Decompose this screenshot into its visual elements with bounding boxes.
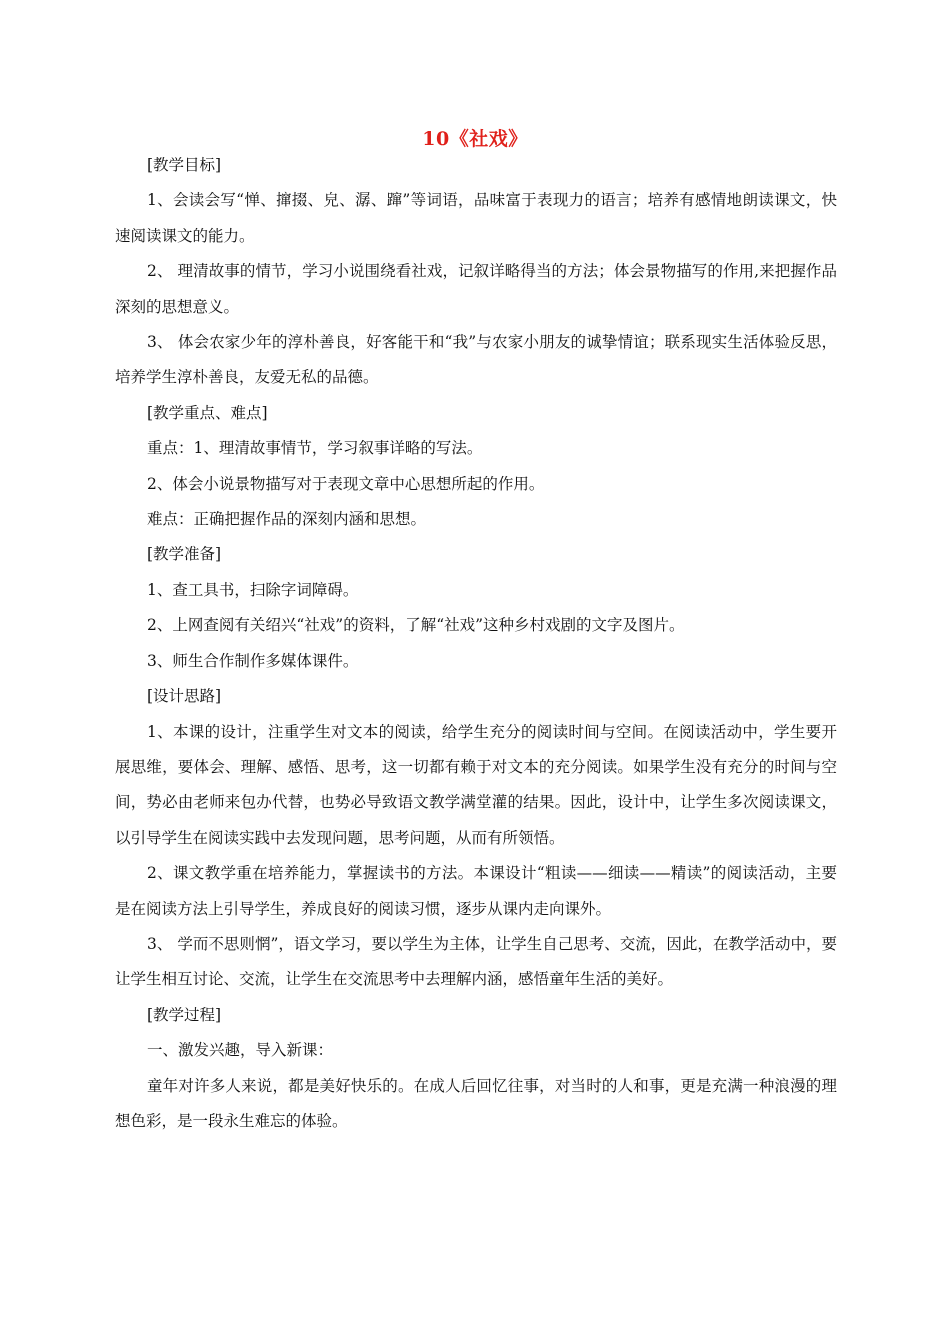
document-title: 10《社戏》 <box>422 128 528 150</box>
objective-2: 2、 理清故事的情节，学习小说围绕看社戏，记叙详略得当的方法；体会景物描写的作用,来把握作品深刻的思想意义。 <box>115 262 837 316</box>
preparation-2: 2、上网查阅有关绍兴“社戏”的资料，了解“社戏”这种乡村戏剧的文字及图片。 <box>147 616 685 635</box>
difficult-point: 难点：正确把握作品的深刻内涵和思想。 <box>147 510 427 529</box>
preparation-1: 1、查工具书，扫除字词障碍。 <box>147 580 359 599</box>
key-point-2: 2、体会小说景物描写对于表现文章中心思想所起的作用。 <box>147 474 545 493</box>
section-heading-objectives: [教学目标] <box>147 156 222 174</box>
key-point-1: 重点：1、理清故事情节，学习叙事详略的写法。 <box>147 439 483 458</box>
process-step-1-heading: 一、激发兴趣，导入新课： <box>147 1041 334 1060</box>
objective-3: 3、 体会农家少年的淳朴善良，好客能干和“我”与农家小朋友的诚挚情谊；联系现实生活体验反思，培养学生淳朴善良，友爱无私的品德。 <box>115 333 837 387</box>
design-2: 2、课文教学重在培养能力，掌握读书的方法。本课设计“粗读——细读——精读”的阅读活动，主要是在阅读方法上引导学生，养成良好的阅读习惯，逐步从课内走向课外。 <box>115 864 837 918</box>
process-step-1-text: 童年对许多人来说，都是美好快乐的。在成人后回忆往事，对当时的人和事，更是充满一种浪漫的理想色彩，是一段永生难忘的体验。 <box>115 1076 837 1130</box>
design-1: 1、本课的设计，注重学生对文本的阅读，给学生充分的阅读时间与空间。在阅读活动中，学生要开展思维，要体会、理解、感悟、思考，这一切都有赖于对文本的充分阅读。如果学生没有充分的时间与空间，势必由老师来包办代替，也势必导致语文教学满堂灌的结果。因此，设计中，让学生多次阅读课文，以引导学生在阅读实践中去发现问题，思考问题，从而有所领悟。 <box>115 722 837 847</box>
document-body <box>115 148 837 1139</box>
objective-1: 1、会读会写“惮、撺掇、皃、潺、蹿”等词语，品味富于表现力的语言；培养有感情地朗读课文，快速阅读课文的能力。 <box>115 191 837 245</box>
section-heading-design: [设计思路] <box>147 687 222 706</box>
section-heading-process: [教学过程] <box>147 1005 222 1024</box>
section-heading-preparation: [教学准备] <box>147 545 222 564</box>
preparation-3: 3、师生合作制作多媒体课件。 <box>147 651 359 670</box>
design-3: 3、 学而不思则惘”，语文学习，要以学生为主体，让学生自己思考、交流，因此，在教学活动中，要让学生相互讨论、交流，让学生在交流思考中去理解内涵，感悟童年生活的美好。 <box>115 934 837 989</box>
section-heading-key-points: [教学重点、难点] <box>147 403 268 422</box>
